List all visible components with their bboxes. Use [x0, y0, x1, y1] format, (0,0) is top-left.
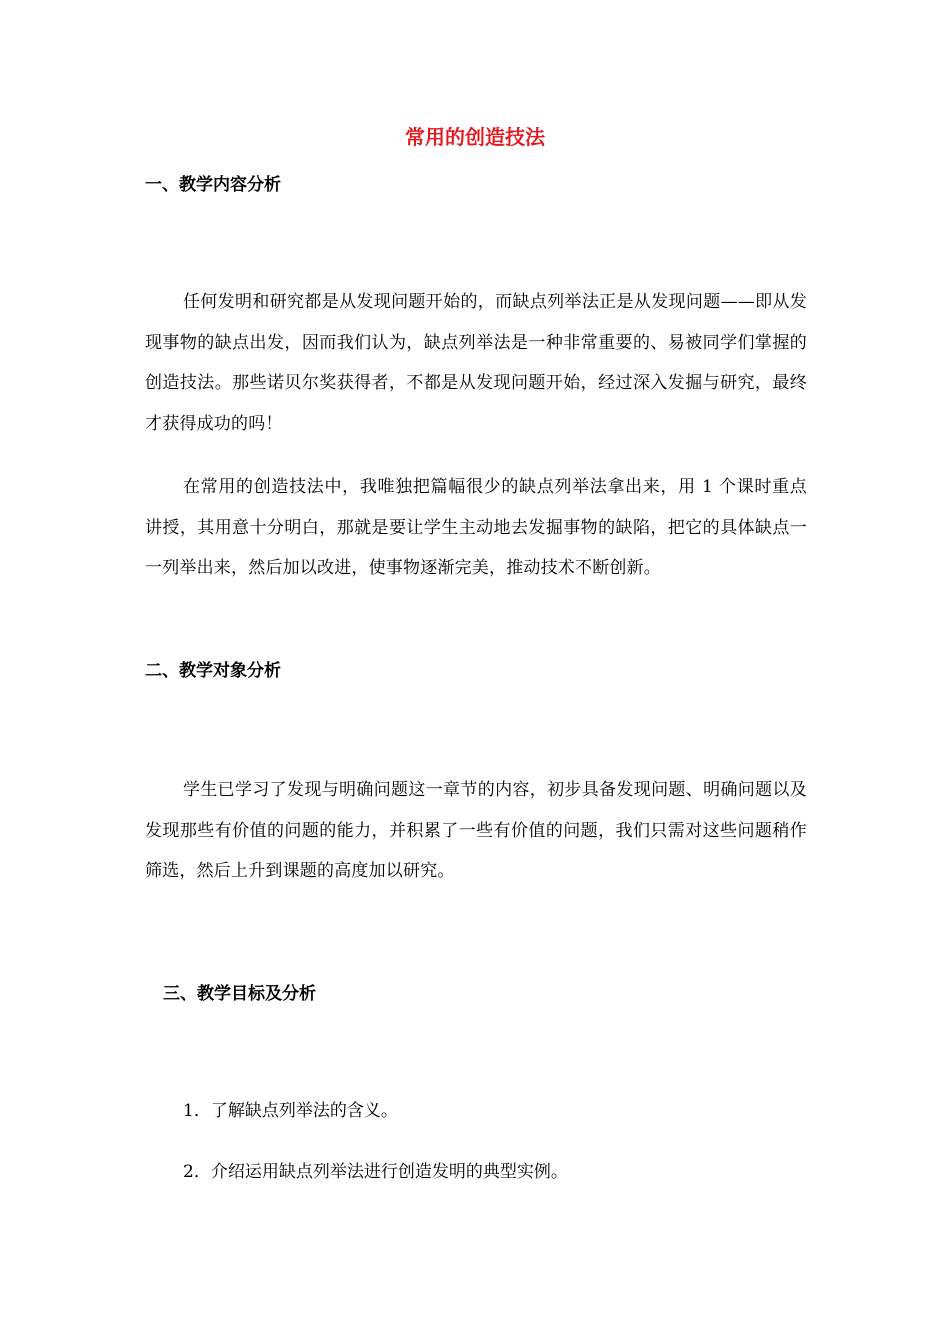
list-item-goal-1: 1．了解缺点列举法的含义。: [183, 1101, 398, 1121]
document-title: 常用的创造技法: [405, 125, 545, 149]
section-heading-content-analysis: 一、教学内容分析: [145, 175, 281, 195]
section-heading-teaching-goals: 三、教学目标及分析: [163, 984, 316, 1004]
paragraph-content-analysis-2: 在常用的创造技法中，我唯独把篇幅很少的缺点列举法拿出来，用 1 个课时重点讲授，其用意十分明白，那就是要让学生主动地去发掘事物的缺陷，把它的具体缺点一一列举出来，然后加以改进，使事物逐渐完美，推动技术不断创新。: [145, 477, 807, 578]
section-heading-audience-analysis: 二、教学对象分析: [145, 661, 281, 681]
paragraph-audience-analysis: 学生已学习了发现与明确问题这一章节的内容，初步具备发现问题、明确问题以及发现那些有价值的问题的能力，并积累了一些有价值的问题，我们只需对这些问题稍作筛选，然后上升到课题的高度加以研究。: [145, 780, 807, 881]
paragraph-content-analysis-1: 任何发明和研究都是从发现问题开始的，而缺点列举法正是从发现问题——即从发现事物的缺点出发，因而我们认为，缺点列举法是一种非常重要的、易被同学们掌握的创造技法。那些诺贝尔奖获得者，不都是从发现问题开始，经过深入发掘与研究，最终才获得成功的吗！: [145, 292, 807, 434]
list-item-goal-2: 2．介绍运用缺点列举法进行创造发明的典型实例。: [183, 1162, 568, 1182]
